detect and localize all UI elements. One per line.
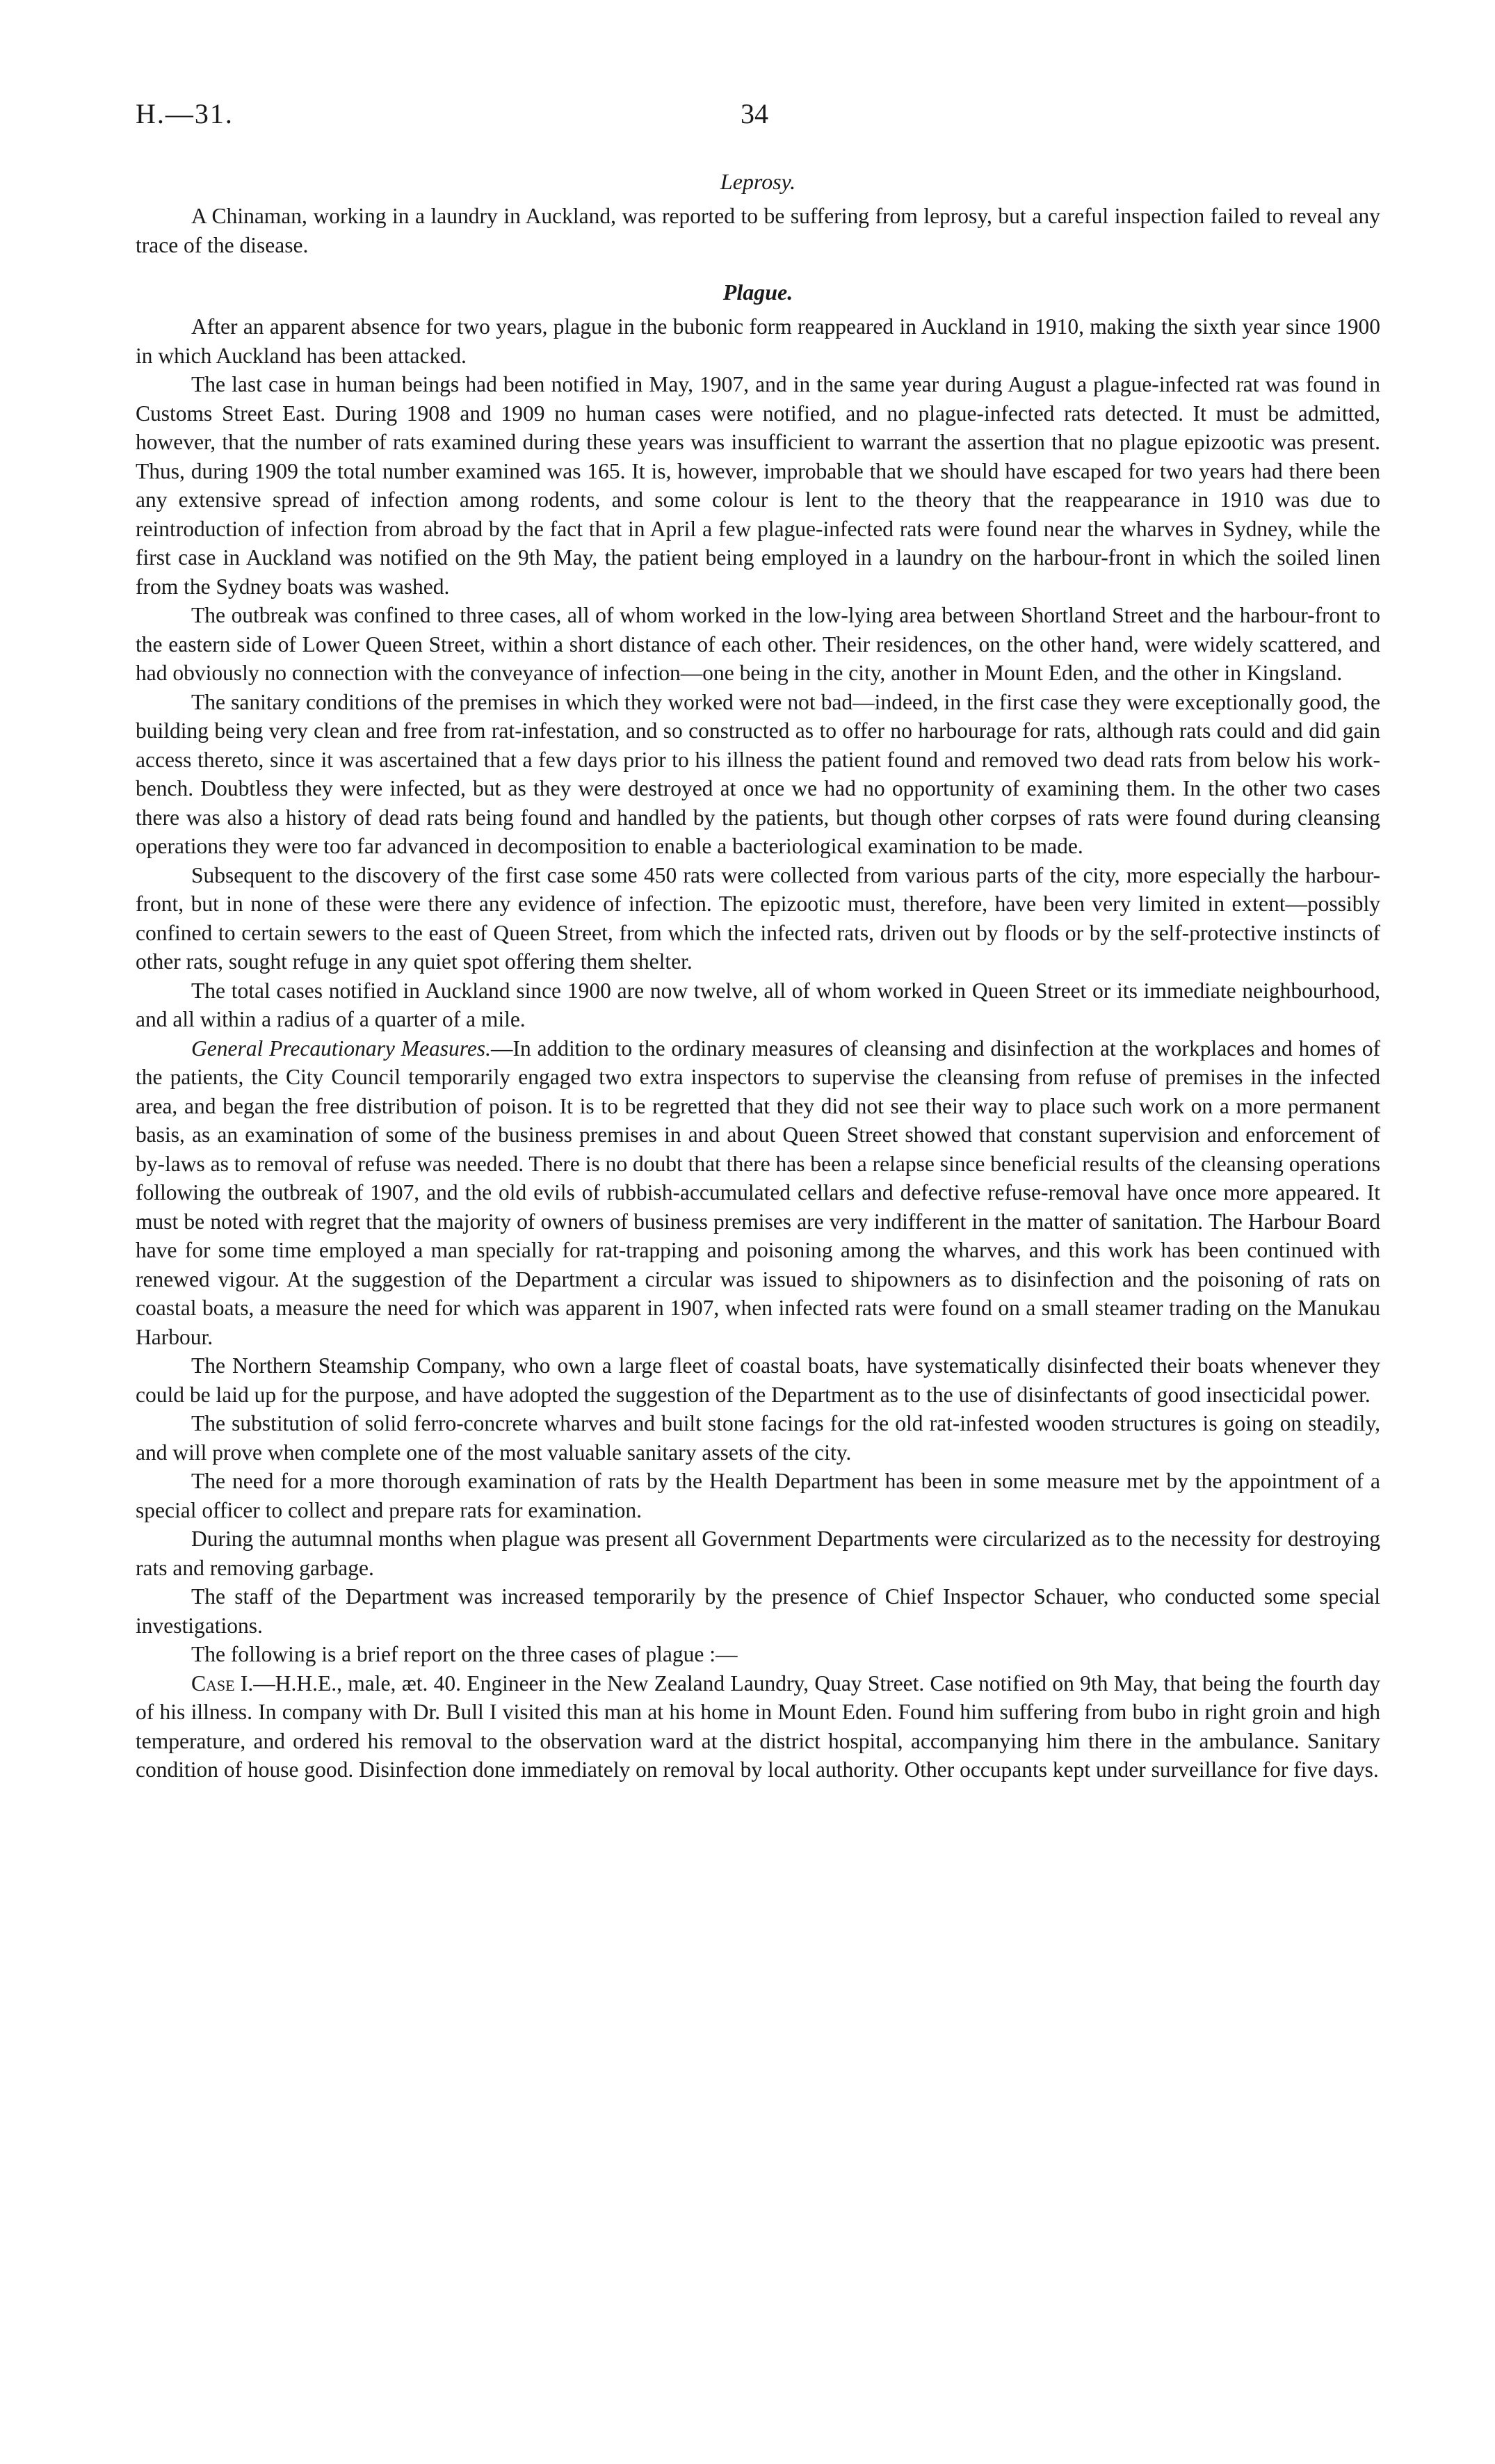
plague-paragraph: After an apparent absence for two years, plague in the bubonic form reappeared in Auckland in 1910, making the sixth year since 1900 in which Auckland has been attacked. xyxy=(136,314,1380,368)
leprosy-heading: Leprosy. xyxy=(720,169,796,194)
plague-paragraph: The following is a brief report on the three cases of plague :— xyxy=(191,1642,738,1666)
plague-paragraph: The substitution of solid ferro-concrete wharves and built stone facings for the old rat-infested wooden structures is going on steadily, and will prove when complete one of the most valuable sanitary assets of the city. xyxy=(136,1411,1380,1465)
general-measures-paragraph xyxy=(136,1034,1380,1352)
plague-heading: Plague. xyxy=(722,280,793,305)
plague-paragraph: The total cases notified in Auckland since 1900 are now twelve, all of whom worked in Queen Street or its immediate neighbourhood, and all within a radius of a quarter of a mile. xyxy=(136,978,1380,1031)
plague-paragraph: The sanitary conditions of the premises in which they worked were not bad—indeed, in the first case they were exceptionally good, the building being very clean and free from rat-infestation, and so constructed as to offer no harbourage for rats, although rats could and did gain access thereto, since it was ascertained that a few days prior to his illness the patient found and removed two dead rats from below his work-bench. Doubtless they were infected, but as they were destroyed at once we had no opportunity of examining them. In the other two cases there was also a history of dead rats being found and handled by the patients, but though other corpses of rats were found during cleansing operations they were too far advanced in decomposition to enable a bacteriological examination to be made. xyxy=(136,689,1380,858)
plague-paragraph: The need for a more thorough examination of rats by the Health Department has been in some measure met by the appointment of a special officer to collect and prepare rats for examination. xyxy=(136,1469,1380,1522)
general-measures-text: —In addition to the ordinary measures of cleansing and disinfection at the workplaces and homes of the patients, the City Council temporarily engaged two extra inspectors to supervise the cleansing from refuse of premises in the infected area, and began the free distribution of poison. It is to be regretted that they did not see their way to place such work on a more permanent basis, as an examination of some of the business premises in and about Queen Street showed that constant supervision and enforcement of by-laws as to removal of refuse was needed. There is no doubt that there has been a relapse since beneficial results of the cleansing operations following the outbreak of 1907, and the old evils of rubbish-accumulated cellars and defective refuse-removal have once more appeared. It must be noted with regret that the majority of owners of business premises are very indifferent in the matter of sanitation. The Harbour Board have for some time employed a man specially for rat-trapping and poisoning among the wharves, and this work has been continued with renewed vigour. At the suggestion of the Department a circular was issued to shipowners as to disinfection and the poisoning of rats on coastal boats, a measure the need for which was apparent in 1907, when infected rats were found on a small steamer trading on the Manukau Harbour. xyxy=(136,1036,1380,1349)
body-text xyxy=(136,167,1380,1785)
plague-paragraph: The outbreak was confined to three cases, all of whom worked in the low-lying area between Shortland Street and the harbour-front to the eastern side of Lower Queen Street, within a short distance of each other. Their residences, on the other hand, were widely scattered, and had obviously no connection with the conveyance of infection—one being in the city, another in Mount Eden, and the other in Kingsland. xyxy=(136,603,1380,685)
case-label: Case I. xyxy=(191,1670,254,1696)
plague-paragraph: The last case in human beings had been notified in May, 1907, and in the same year during August a plague-infected rat was found in Customs Street East. During 1908 and 1909 no human cases were notified, and no plague-infected rats detected. It must be admitted, however, that the number of rats examined during these years was insufficient to warrant the assertion that no plague epizootic was present. Thus, during 1909 the total number examined was 165. It is, however, improbable that we should have escaped for two years had there been any extensive spread of infection among rodents, and some colour is lent to the theory that the reappearance in 1910 was due to reintroduction of infection from abroad by the fact that in April a few plague-infected rats were found near the wharves in Sydney, while the first case in Auckland was notified on the 9th May, the patient being employed in a laundry on the harbour-front in which the soiled linen from the Sydney boats was washed. xyxy=(136,372,1380,599)
leprosy-paragraph: A Chinaman, working in a laundry in Auckland, was reported to be suffering from leprosy, but a careful inspection failed to reveal any trace of the disease. xyxy=(136,204,1380,257)
page-header xyxy=(136,97,1380,139)
document-reference: H.—31. xyxy=(136,98,234,129)
plague-paragraph: Subsequent to the discovery of the first case some 450 rats were collected from various parts of the city, more especially the harbour-front, but in none of these were there any evidence of infection. The epizootic must, therefore, have been very limited in extent—possibly confined to certain sewers to the east of Queen Street, from which the infected rats, driven out by floods or by the self-protective instincts of other rats, sought refuge in any quiet spot offering them shelter. xyxy=(136,862,1380,974)
case-text: —H.H.E., male, æt. 40. Engineer in the New Zealand Laundry, Quay Street. Case notified on 9th May, that being the fourth day of his illness. In company with Dr. Bull I visited this man at his home in Mount Eden. Found him suffering from bubo in right groin and high temperature, and ordered his removal to the observation ward at the district hospital, accompanying him there in the ambulance. Sanitary condition of house good. Disinfection done immediately on removal by local authority. Other occupants kept under surveillance for five days. xyxy=(136,1670,1380,1782)
plague-paragraph: The staff of the Department was increased temporarily by the presence of Chief Inspector Schauer, who conducted some special investigations. xyxy=(136,1584,1380,1638)
page-number: 34 xyxy=(741,98,768,129)
case-one-paragraph xyxy=(136,1669,1380,1785)
general-measures-label: General Precautionary Measures. xyxy=(191,1036,491,1061)
plague-paragraph: During the autumnal months when plague was present all Government Departments were circularized as to the necessity for destroying rats and removing garbage. xyxy=(136,1527,1380,1580)
plague-paragraph: The Northern Steamship Company, who own a large fleet of coastal boats, have systematically disinfected their boats whenever they could be laid up for the purpose, and have adopted the suggestion of the Department as to the use of disinfectants of good insecticidal power. xyxy=(136,1353,1380,1407)
